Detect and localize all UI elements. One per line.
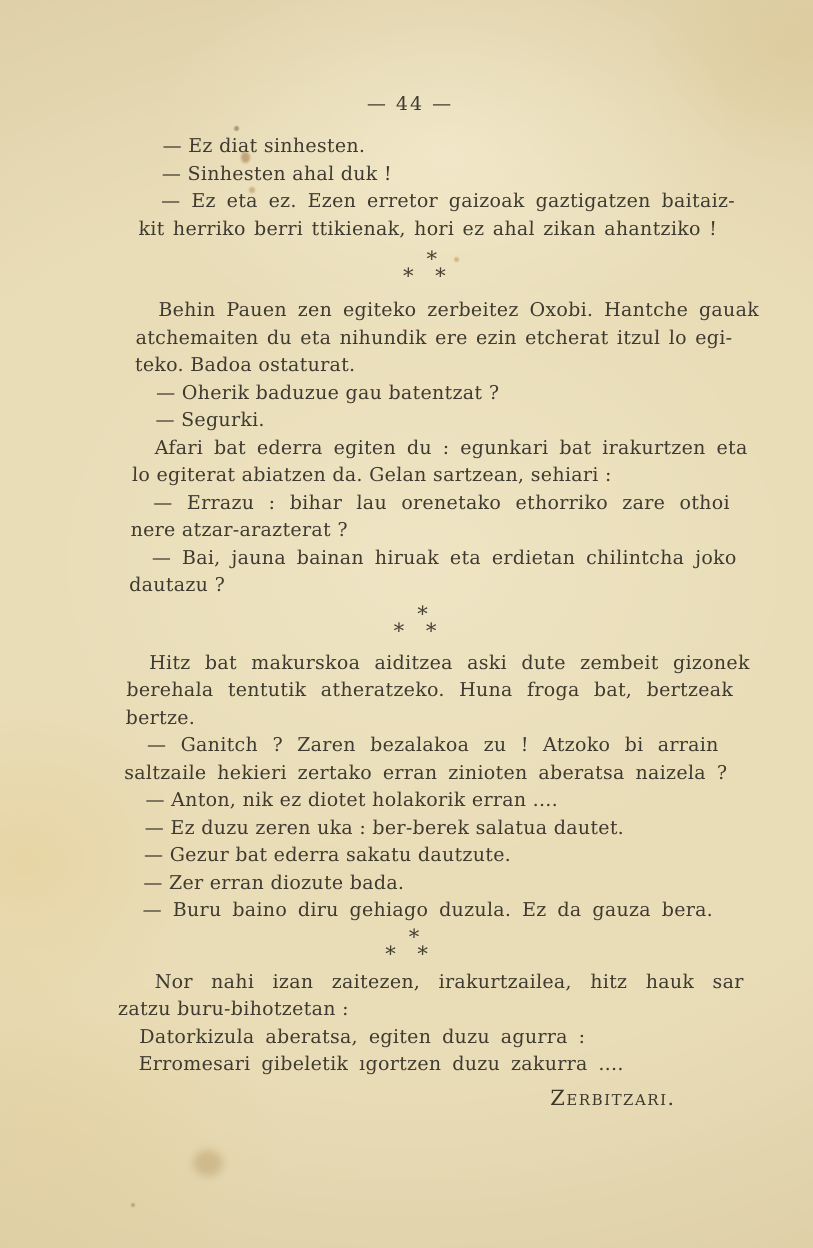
asterisk-top-icon: * <box>416 601 428 626</box>
text-line: — Ez duzu zeren uka : ber-berek salatua dautet. <box>144 816 625 839</box>
text-line: Hitz bat makurskoa aiditzea aski dute zembeit gizonek <box>148 651 751 674</box>
text-line: Behin Pauen zen egiteko zerbeitez Oxobi. Hantche gauak <box>158 299 760 321</box>
text-line: — Errazu : bihar lau orenetako ethorriko zare othoi <box>153 491 731 514</box>
asterisk-bottom-icon: * * <box>402 264 446 288</box>
paper-stain <box>193 1150 223 1176</box>
text-line: — Buru baino diru gehiago duzula. Ez da gauza bera. <box>142 899 714 921</box>
text-line: — Segurki. <box>155 409 266 431</box>
page-number: — 44 — <box>366 93 454 115</box>
text-line: — Gezur bat ederra sakatu dautzute. <box>143 844 512 866</box>
text-line: lo egiterat abiatzen da. Gelan sartzean, sehiari : <box>131 464 613 486</box>
text-line: — Bai, jauna bainan hiruak eta erdietan chilintcha joko <box>151 546 737 569</box>
text-line: — Zer erran diozute bada. <box>143 871 405 894</box>
asterisk-bottom-icon: * * <box>393 618 437 643</box>
paper-stain <box>234 126 239 131</box>
section-separator <box>137 247 712 288</box>
text-block <box>115 133 760 1111</box>
text-line: — Ez diat sinhesten. <box>162 135 366 157</box>
text-line: dautazu ? <box>128 574 226 596</box>
text-line: zatzu buru-bihotzetan : <box>117 998 350 1020</box>
text-line: kit herriko berri ttikienak, hori ez ahal zikan ahantziko ! <box>138 217 718 240</box>
text-line: saltzaile hekieri zertako erran zinioten aberatsa naizela ? <box>123 761 728 784</box>
section-separator <box>119 924 694 966</box>
asterisk-top-icon: * <box>408 924 420 949</box>
text-line: — Ganitch ? Zaren bezalakoa zu ! Atzoko bi arrain <box>146 734 720 756</box>
text-line: Afari bat ederra egiten du : egunkari bat irakurtzen eta <box>154 436 748 459</box>
text-line: — Ez eta ez. Ezen erretor gaizoak gaztigatzen baitaiz- <box>160 190 736 212</box>
text-line: Datorkizula aberatsa, egiten duzu agurra : <box>139 1025 586 1048</box>
signature: Zerbitzari. <box>549 1085 677 1110</box>
text-line: — Sinhesten ahal duk ! <box>161 162 393 185</box>
text-line: Nor nahi izan zaitezen, irakurtzailea, hitz hauk sar <box>154 970 744 993</box>
text-line: Erromesari gibeletik ıgortzen duzu zakurra .... <box>138 1053 625 1075</box>
text-line: teko. Badoa ostaturat. <box>134 354 356 376</box>
text-line: — Oherik baduzue gau batentzat ? <box>155 381 500 404</box>
text-line: nere atzar-arazterat ? <box>130 519 349 541</box>
text-line: bertze. <box>125 706 196 729</box>
asterisk-bottom-icon: * * <box>384 941 429 966</box>
section-separator <box>128 601 703 643</box>
paper-stain <box>131 1203 135 1207</box>
text-line: atchemaiten du eta nihundik ere ezin etcherat itzul lo egi- <box>135 326 733 349</box>
asterisk-top-icon: * <box>426 247 438 271</box>
text-line: berehala tentutik atheratzeko. Huna froga bat, bertzeak <box>126 679 734 701</box>
text-line: — Anton, nik ez diotet holakorik erran .... <box>145 789 559 811</box>
